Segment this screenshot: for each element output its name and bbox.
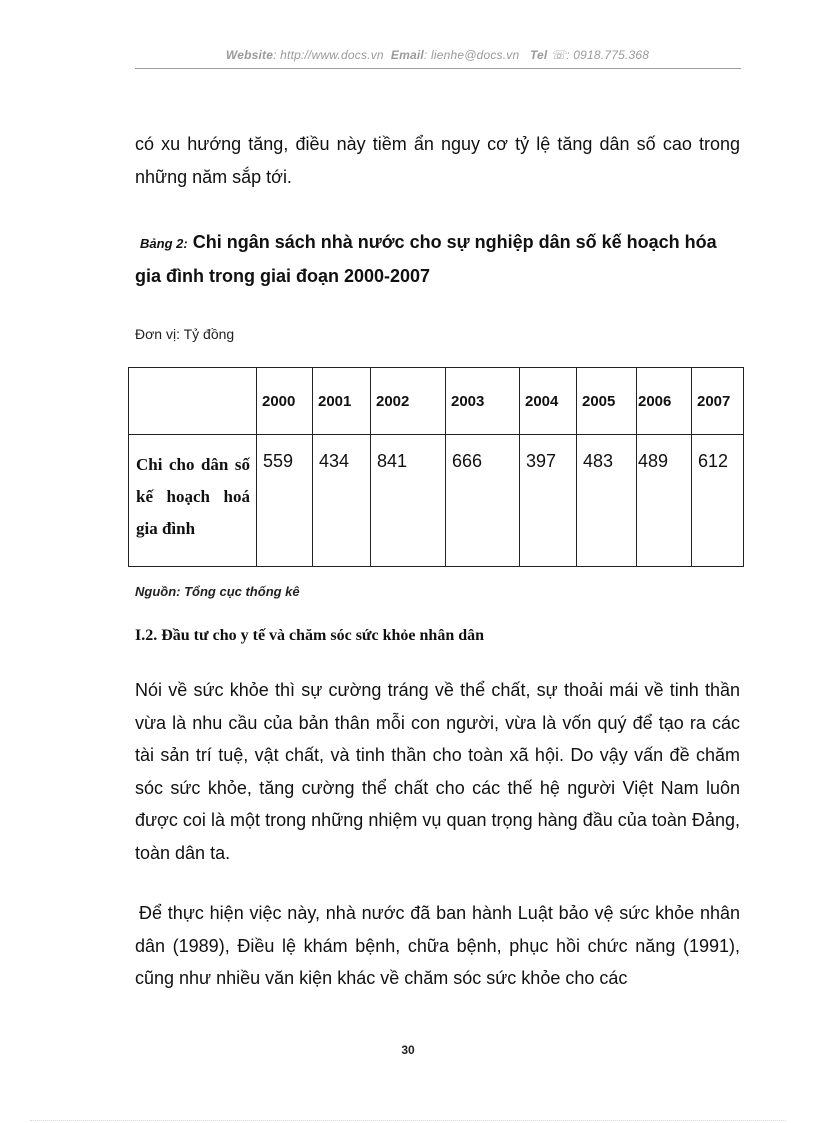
value-cell: 489: [637, 435, 692, 567]
header-email-value: : lienhe@docs.vn: [423, 48, 520, 62]
header-email-label: Email: [390, 48, 424, 62]
year-cell: 2005: [577, 368, 637, 435]
table-caption-prefix: Bảng 2:: [140, 236, 188, 251]
year-cell: 2002: [371, 368, 446, 435]
year-cell: 2006: [637, 368, 692, 435]
page-header: [135, 48, 740, 62]
value-cell: 483: [577, 435, 637, 567]
table-corner-cell: [129, 368, 257, 435]
table-header-row: [129, 368, 744, 435]
page-bottom-rule: [30, 1120, 786, 1121]
budget-table: [128, 367, 744, 567]
unit-label: Đơn vị: Tỷ đồng: [135, 326, 235, 342]
header-website-label: Website: [225, 48, 274, 62]
value-cell: 397: [520, 435, 577, 567]
paragraph-law: Để thực hiện việc này, nhà nước đã ban hành Luật bảo vệ sức khỏe nhân dân (1989), Điều lệ khám bệnh, chữa bệnh, phục hồi chức năng (1991), cũng như nhiều văn kiện khác về chăm sóc sức khỏe cho các: [135, 903, 740, 989]
year-cell: 2000: [257, 368, 313, 435]
section-heading: I.2. Đầu tư cho y tế và chăm sóc sức khỏe nhân dân: [135, 627, 485, 644]
value-cell: 666: [446, 435, 520, 567]
year-cell: 2003: [446, 368, 520, 435]
table-caption: [135, 226, 745, 292]
header-rule: [135, 68, 741, 69]
value-cell: 612: [692, 435, 744, 567]
table-source: Nguồn: Tổng cục thống kê: [135, 584, 300, 599]
header-tel-value: : 0918.775.368: [566, 48, 650, 62]
row-label-cell: Chi cho dân số kế hoạch hoá gia đình: [129, 435, 257, 567]
value-cell: 434: [313, 435, 371, 567]
page-number: 30: [401, 1043, 415, 1057]
value-cell: 559: [257, 435, 313, 567]
table-caption-title: Chi ngân sách nhà nước cho sự nghiệp dân số kế hoạch hóa gia đình trong giai đoạn 2000-2007: [135, 232, 717, 286]
year-cell: 2004: [520, 368, 577, 435]
year-cell: 2001: [313, 368, 371, 435]
intro-paragraph: có xu hướng tăng, điều này tiềm ẩn nguy cơ tỷ lệ tăng dân số cao trong những năm sắp tới.: [135, 134, 740, 187]
year-cell: 2007: [692, 368, 744, 435]
value-cell: 841: [371, 435, 446, 567]
header-tel-label: Tel: [529, 48, 548, 62]
phone-icon: ☏: [551, 48, 567, 62]
table-row: [129, 435, 744, 567]
paragraph-health: Nói về sức khỏe thì sự cường tráng về thể chất, sự thoải mái về tinh thần vừa là nhu cầu của bản thân mỗi con người, vừa là vốn quý để tạo ra các tài sản trí tuệ, vật chất, và tinh thần cho toàn xã hội. Do vậy vấn đề chăm sóc sức khỏe, tăng cường thể chất cho các thế hệ người Việt Nam luôn được coi là một trong những nhiệm vụ quan trọng hàng đầu của toàn Đảng, toàn dân ta.: [135, 680, 740, 863]
header-website-value: : http://www.docs.vn: [273, 48, 384, 62]
